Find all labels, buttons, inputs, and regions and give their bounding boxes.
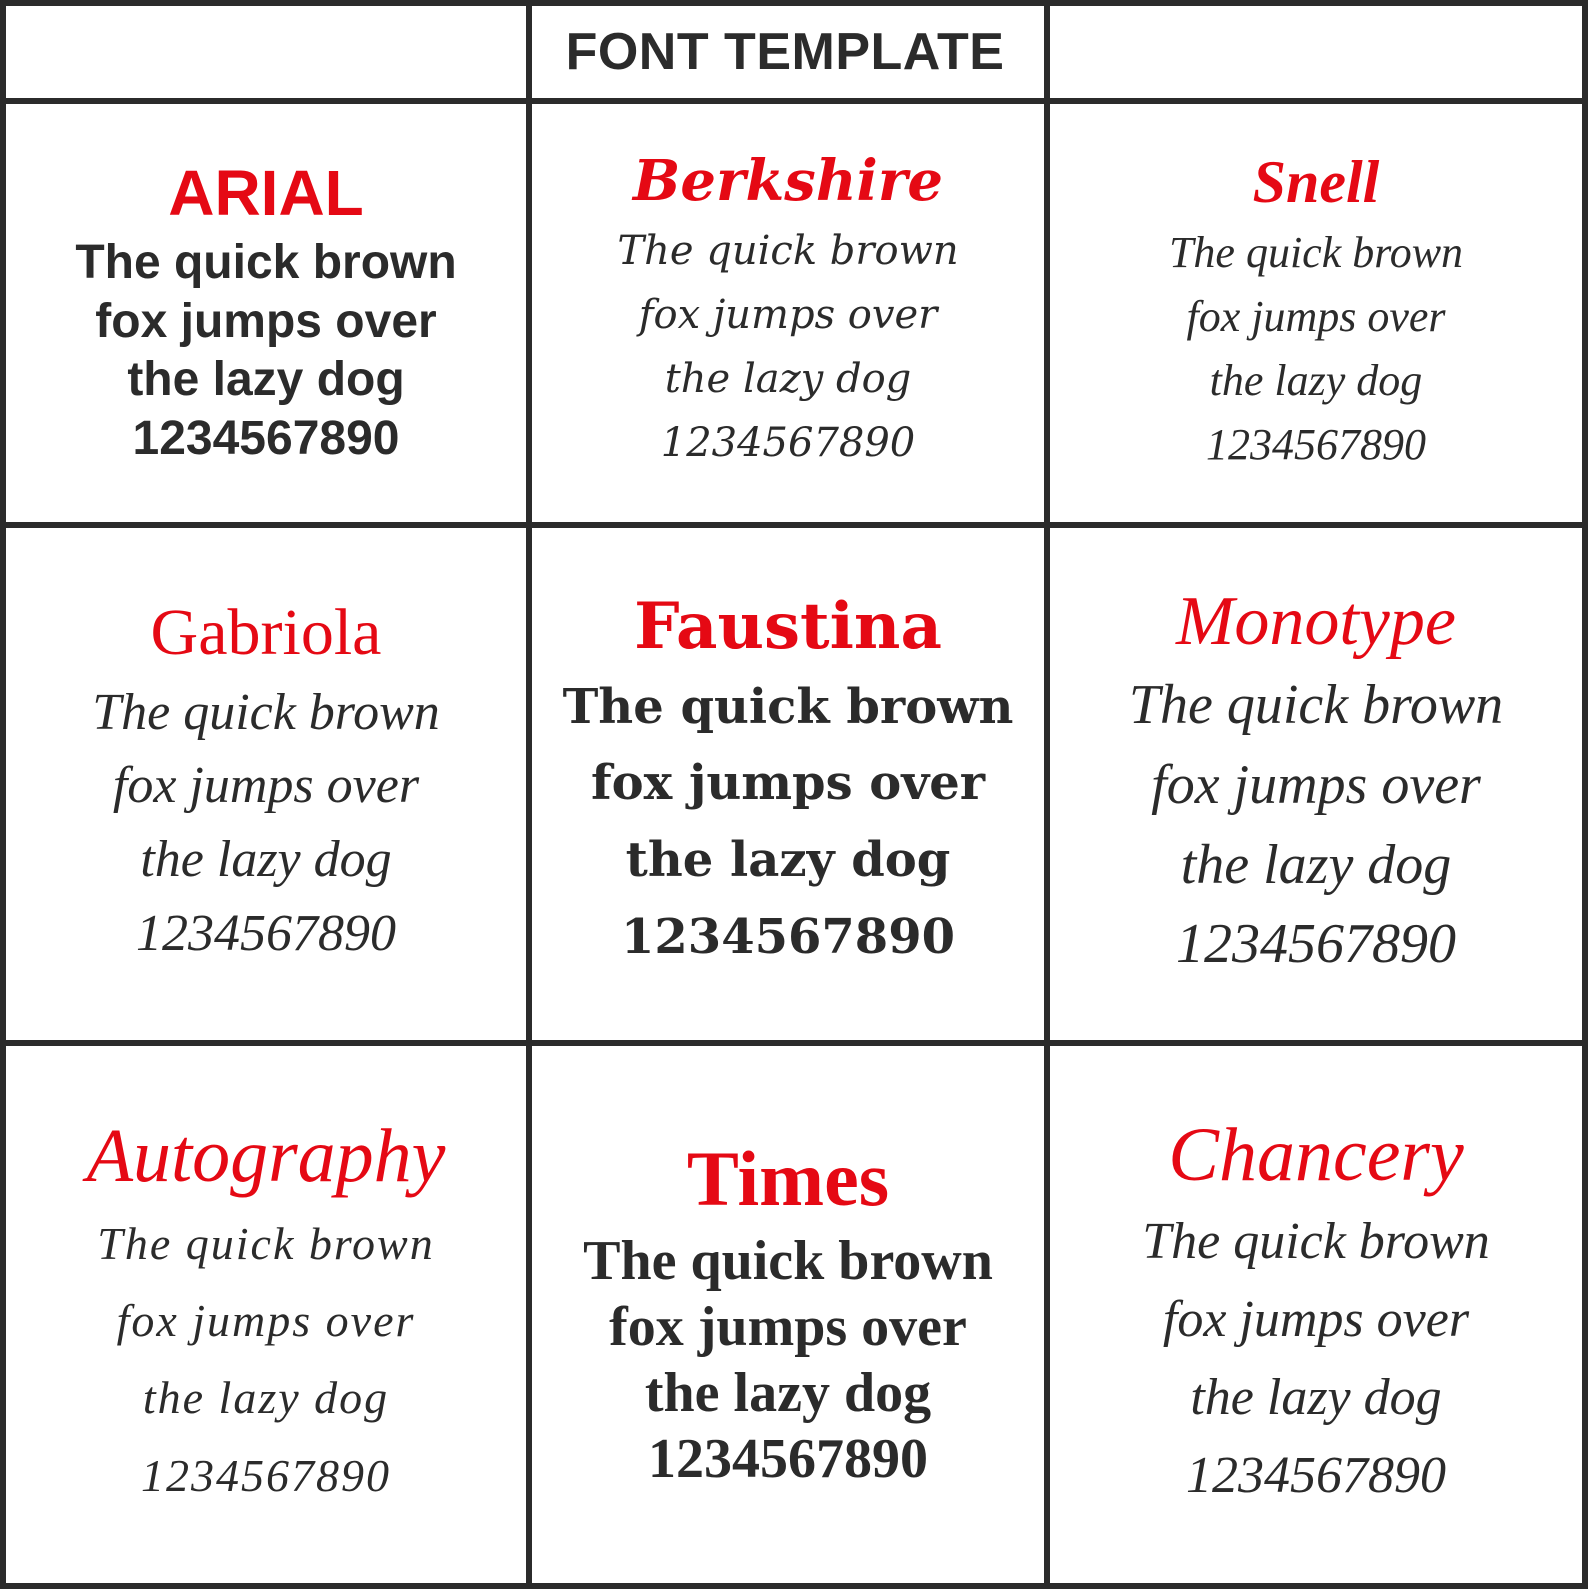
- sample-digits: 1234567890: [648, 1428, 928, 1491]
- font-name: Gabriola: [150, 596, 382, 670]
- sample-line: fox jumps over: [112, 757, 420, 815]
- sample-line: fox jumps over: [638, 291, 938, 338]
- font-sample-berkshire: [532, 104, 1044, 522]
- sample-line: the lazy dog: [664, 355, 912, 402]
- sample-line: The quick brown: [97, 1217, 435, 1269]
- font-name: Monotype: [1176, 583, 1456, 661]
- font-sample-autography: [6, 1046, 526, 1583]
- sample-line: fox jumps over: [116, 1295, 416, 1347]
- sample-line: the lazy dog: [625, 832, 951, 889]
- sample-line: The quick brown: [1168, 228, 1464, 278]
- font-sample-snell: [1050, 104, 1582, 522]
- font-sample-monotype: [1050, 528, 1582, 1040]
- font-name: Snell: [1252, 149, 1380, 216]
- sample-line: the lazy dog: [1180, 833, 1452, 896]
- sample-line: The quick brown: [1128, 674, 1504, 737]
- sample-digits: 1234567890: [136, 905, 396, 963]
- font-name: Times: [686, 1135, 890, 1223]
- sample-line: fox jumps over: [1151, 753, 1481, 816]
- sample-line: The quick brown: [75, 236, 457, 290]
- sample-line: the lazy dog: [140, 831, 392, 889]
- font-sample-times: [532, 1046, 1044, 1583]
- sample-digits: 1234567890: [1176, 913, 1456, 976]
- sample-line: The quick brown: [92, 683, 440, 741]
- sample-line: the lazy dog: [1190, 1369, 1442, 1427]
- sample-line: fox jumps over: [1162, 1291, 1470, 1349]
- sample-digits: 1234567890: [660, 419, 916, 466]
- page-title: FONT TEMPLATE: [565, 23, 1005, 81]
- sample-digits: 1234567890: [141, 1449, 391, 1501]
- sample-line: The quick brown: [617, 227, 959, 274]
- font-sample-gabriola: [6, 528, 526, 1040]
- sample-line: fox jumps over: [1186, 292, 1446, 342]
- sample-line: The quick brown: [562, 678, 1014, 735]
- sample-line: fox jumps over: [590, 755, 986, 812]
- sample-line: the lazy dog: [142, 1372, 390, 1424]
- sample-digits: 1234567890: [132, 411, 400, 465]
- sample-line: the lazy dog: [1209, 356, 1423, 405]
- font-name: Berkshire: [633, 148, 943, 215]
- font-sample-arial: [6, 104, 526, 522]
- font-name: Faustina: [634, 589, 942, 665]
- sample-line: The quick brown: [583, 1230, 993, 1293]
- font-name: ARIAL: [168, 156, 364, 229]
- font-sample-chancery: [1050, 1046, 1582, 1583]
- sample-digits: 1234567890: [1206, 419, 1426, 469]
- sample-digits: 1234567890: [1186, 1447, 1446, 1505]
- sample-digits: 1234567890: [621, 908, 955, 965]
- font-sample-faustina: [532, 528, 1044, 1040]
- sample-line: the lazy dog: [127, 353, 405, 407]
- sample-line: fox jumps over: [609, 1296, 967, 1359]
- sample-line: the lazy dog: [644, 1362, 932, 1425]
- font-name: Autography: [86, 1114, 446, 1199]
- sample-line: The quick brown: [1142, 1213, 1490, 1271]
- sample-line: fox jumps over: [95, 294, 437, 348]
- font-name: Chancery: [1168, 1112, 1464, 1197]
